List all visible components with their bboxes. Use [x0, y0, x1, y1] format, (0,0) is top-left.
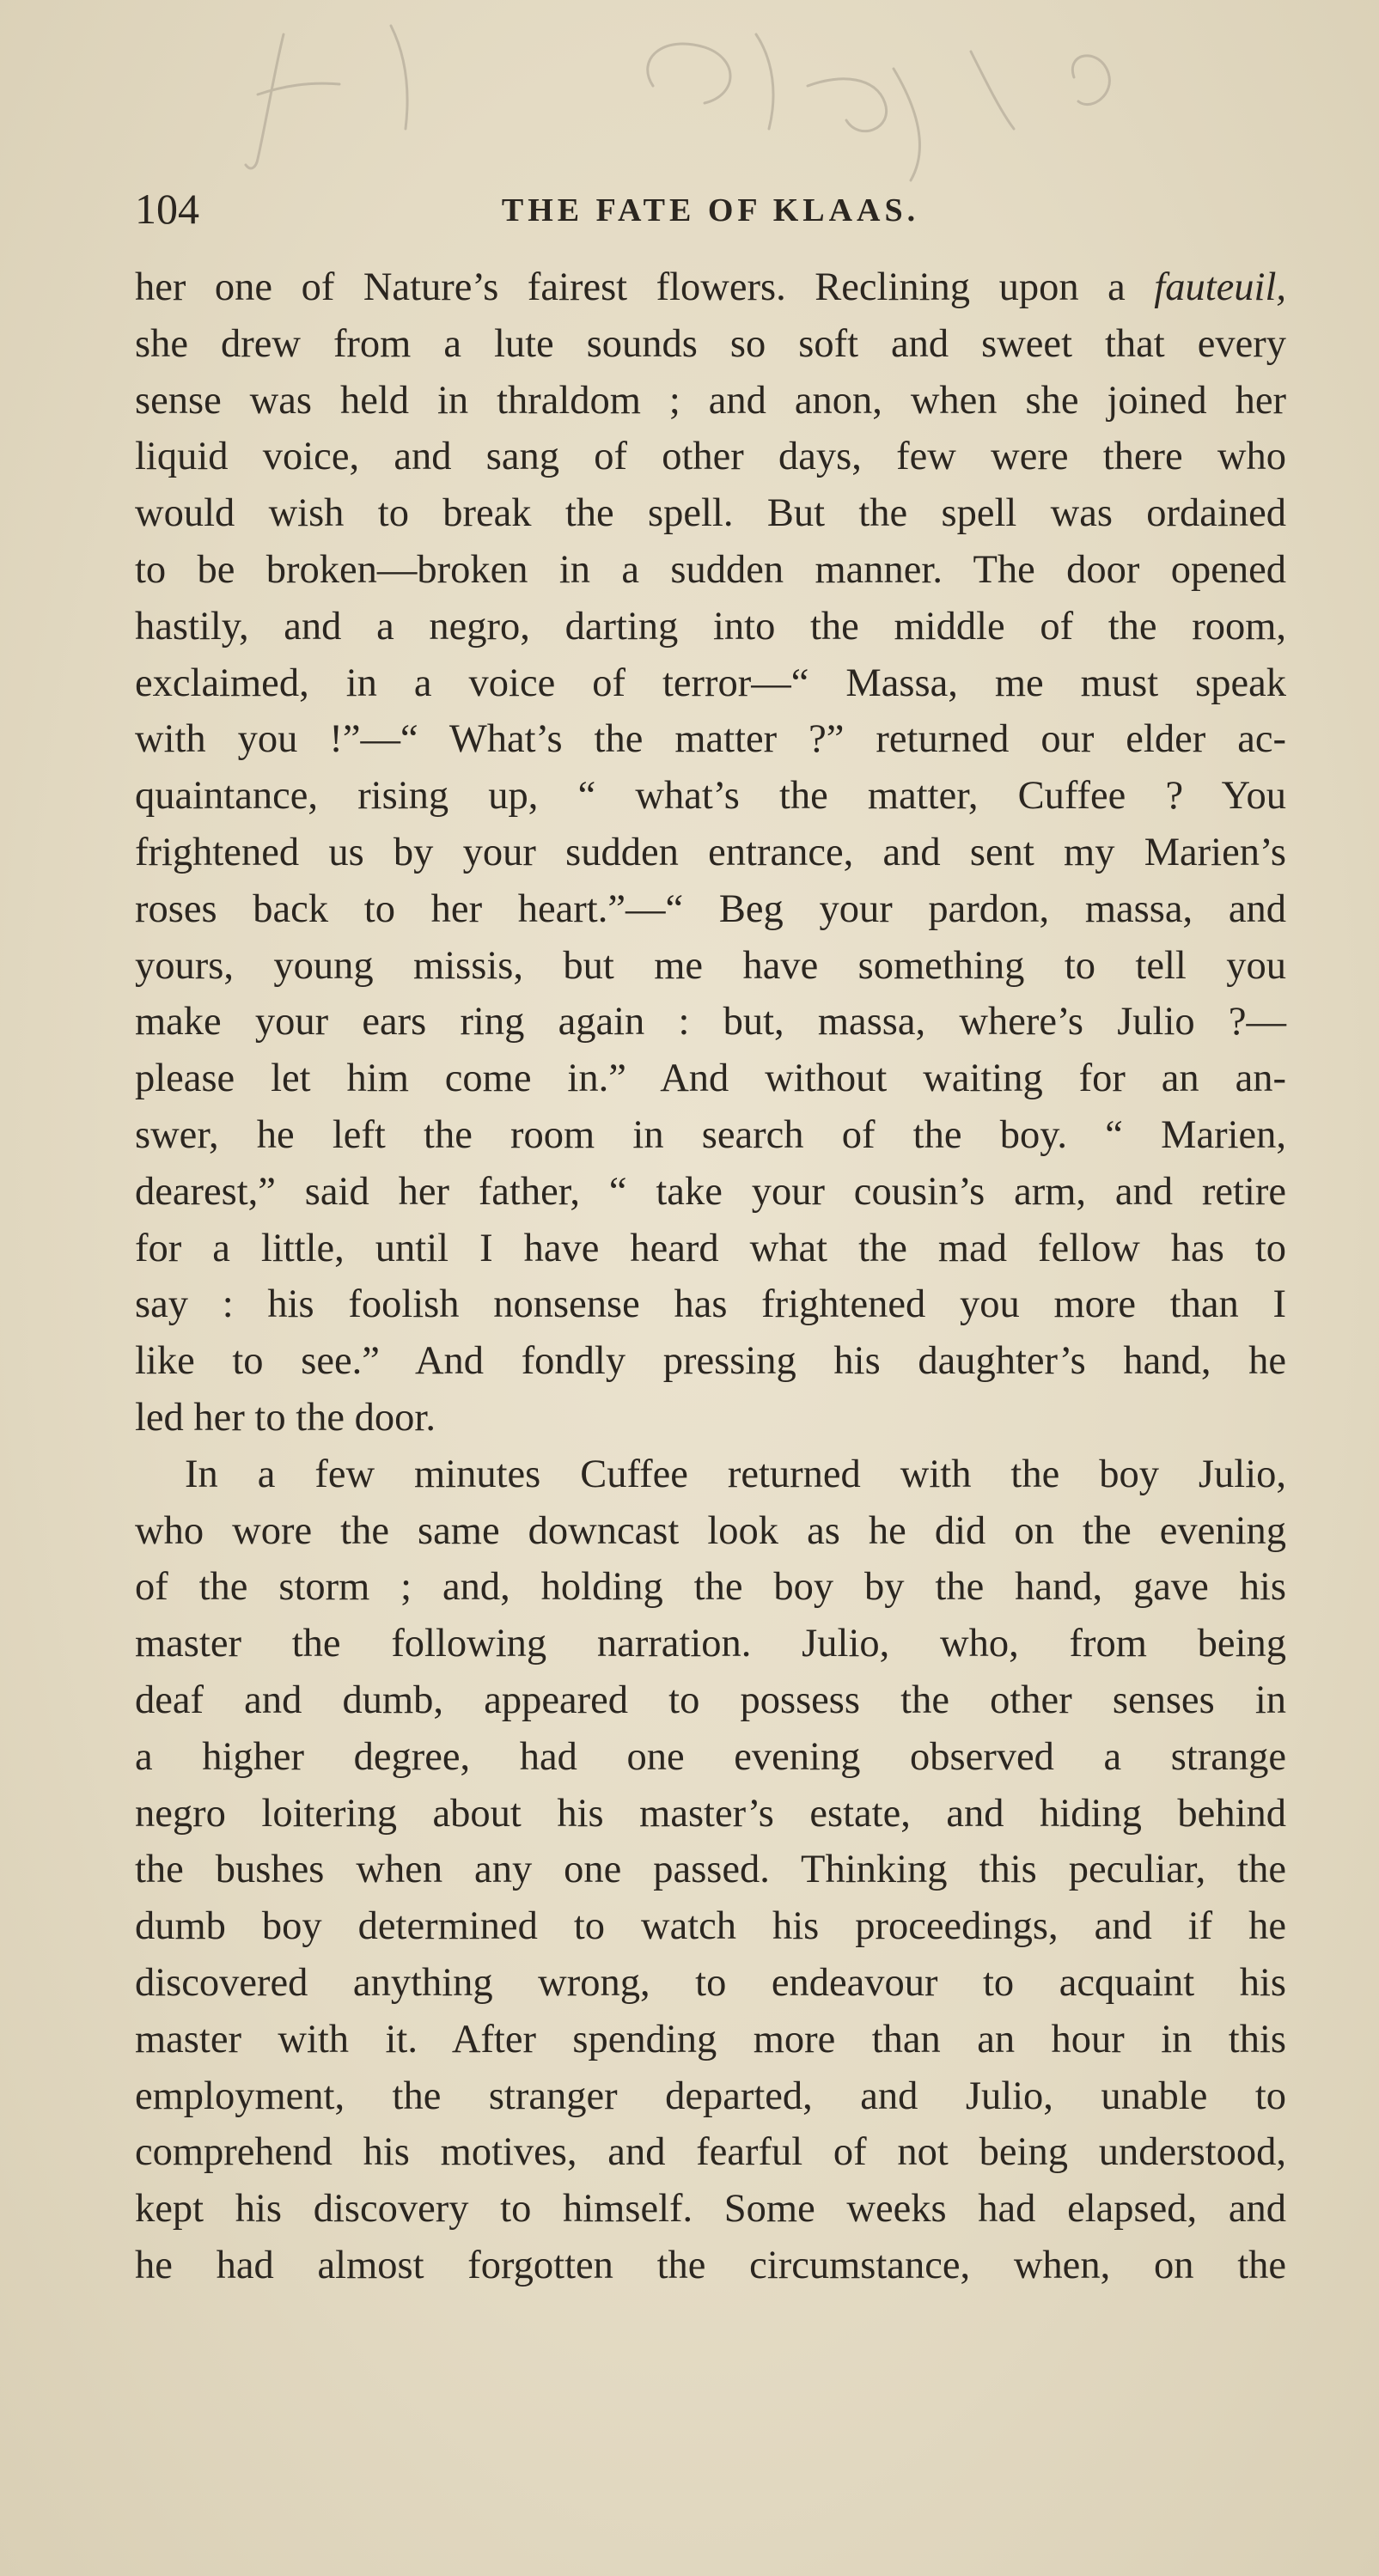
- text-line: master with it. After spending more than an hour in this: [135, 2017, 1286, 2061]
- text-line: employment, the stranger departed, and Julio, unable to: [135, 2074, 1286, 2118]
- italic-word: fauteuil,: [1154, 265, 1286, 309]
- text-line: hastily, and a negro, darting into the middle of the room,: [135, 604, 1286, 649]
- running-title: THE FATE OF KLAAS.: [501, 192, 920, 228]
- text-line: negro loitering about his master’s estate, and hiding behind: [135, 1791, 1286, 1836]
- paragraph: [135, 259, 1286, 1446]
- pencil-stroke: [808, 79, 887, 131]
- text-line: yours, young missis, but me have something to tell you: [135, 943, 1286, 988]
- text-line: comprehend his motives, and fearful of not being understood,: [135, 2130, 1286, 2175]
- text-line: of the storm ; and, holding the boy by the hand, gave his: [135, 1565, 1286, 1610]
- text-line: frightened us by your sudden entrance, and sent my Marien’s: [135, 830, 1286, 874]
- page-number: 104: [135, 185, 199, 233]
- text-line: with you !”—“ What’s the matter ?” returned our elder ac-: [135, 717, 1286, 762]
- pencil-stroke: [1072, 56, 1109, 105]
- pencil-stroke: [391, 26, 407, 129]
- text-line: she drew from a lute sounds so soft and sweet that every: [135, 321, 1286, 366]
- text-line: dearest,” said her father, “ take your cousin’s arm, and retire: [135, 1169, 1286, 1214]
- pencil-stroke: [648, 44, 730, 103]
- text-line: exclaimed, in a voice of terror—“ Massa, me must speak: [135, 661, 1286, 705]
- text-line: led her to the door.: [135, 1395, 436, 1440]
- text-line: he had almost forgotten the circumstance, when, on the: [135, 2243, 1286, 2287]
- text-line: would wish to break the spell. But the spell was ordained: [135, 491, 1286, 536]
- text-line: to be broken—broken in a sudden manner. The door opened: [135, 547, 1286, 592]
- text-line: dumb boy determined to watch his proceedings, and if he: [135, 1904, 1286, 1949]
- text-line: In a few minutes Cuffee returned with the boy Julio,: [185, 1452, 1286, 1496]
- body-text: [135, 259, 1286, 2294]
- paragraph: [135, 1446, 1286, 2294]
- text-line: her one of Nature’s fairest flowers. Reclining upon a fauteuil,: [135, 265, 1286, 309]
- pencil-stroke: [971, 52, 1014, 129]
- pencil-stroke: [246, 34, 284, 168]
- pencil-inscription: [0, 0, 1379, 198]
- text-line: master the following narration. Julio, who, from being: [135, 1622, 1286, 1666]
- text-line: sense was held in thraldom ; and anon, when she joined her: [135, 378, 1286, 423]
- text-line: like to see.” And fondly pressing his daughter’s hand, he: [135, 1339, 1286, 1384]
- text-line: say : his foolish nonsense has frightened you more than I: [135, 1282, 1286, 1327]
- text-line: swer, he left the room in search of the boy. “ Marien,: [135, 1112, 1286, 1157]
- text-line: kept his discovery to himself. Some weeks had elapsed, and: [135, 2187, 1286, 2232]
- text-line: for a little, until I have heard what the mad fellow has to: [135, 1226, 1286, 1270]
- pencil-stroke: [894, 69, 919, 180]
- text-line: quaintance, rising up, “ what’s the matter, Cuffee ? You: [135, 774, 1286, 819]
- text-line: who wore the same downcast look as he did on the evening: [135, 1508, 1286, 1553]
- text-line: the bushes when any one passed. Thinking this peculiar, the: [135, 1848, 1286, 1892]
- text-line: liquid voice, and sang of other days, few were there who: [135, 435, 1286, 479]
- text-line: a higher degree, had one evening observed a strange: [135, 1734, 1286, 1779]
- text-line: make your ears ring again : but, massa, where’s Julio ?—: [135, 1000, 1286, 1044]
- text-line: discovered anything wrong, to endeavour to acquaint his: [135, 1960, 1286, 2005]
- text-line: roses back to her heart.”—“ Beg your pardon, massa, and: [135, 886, 1286, 931]
- text-line: please let him come in.” And without waiting for an an-: [135, 1057, 1286, 1101]
- page-header: [135, 179, 1286, 239]
- text-line: deaf and dumb, appeared to possess the other senses in: [135, 1678, 1286, 1722]
- pencil-stroke: [756, 34, 773, 129]
